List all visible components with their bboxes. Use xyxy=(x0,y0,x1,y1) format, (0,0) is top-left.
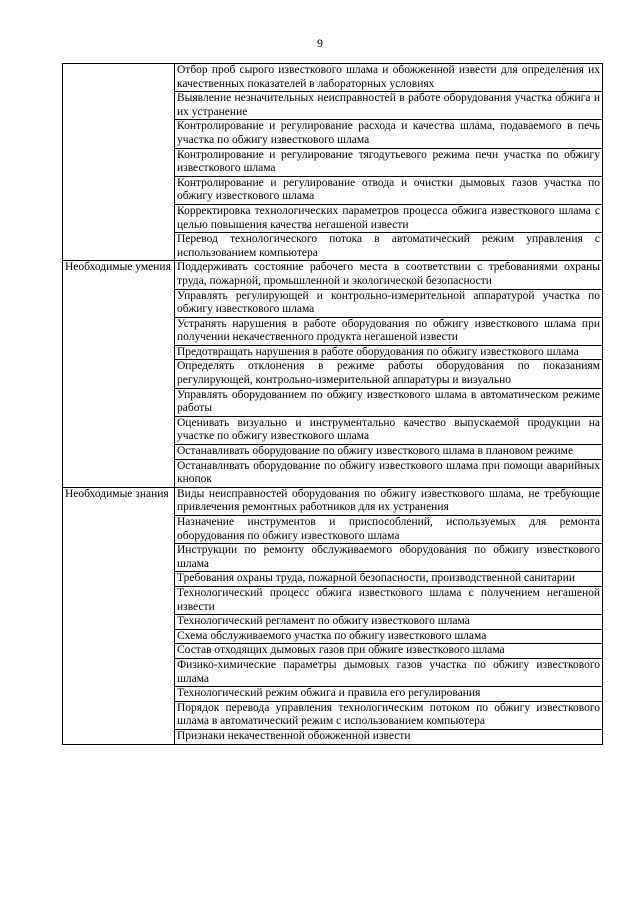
item-cell: Физико-химические параметры дымовых газов участка по обжигу известкового шлама xyxy=(175,658,603,686)
item-cell: Управлять оборудованием по обжигу известкового шлама в автоматическом режиме работы xyxy=(175,388,603,416)
item-cell: Корректировка технологических параметров процесса обжига известкового шлама с целью повышения качества негашеной извести xyxy=(175,204,603,232)
item-cell: Признаки некачественной обожженной извести xyxy=(175,729,603,744)
qualification-table xyxy=(62,63,603,745)
item-cell: Отбор проб сырого известкового шлама и обожженной извести для определения их качественных показателей в лабораторных условиях xyxy=(175,64,603,92)
item-cell: Состав отходящих дымовых газов при обжиге известкового шлама xyxy=(175,644,603,659)
item-cell: Контролирование и регулирование тягодутьевого режима печи участка по обжигу известкового шлама xyxy=(175,148,603,176)
item-cell: Назначение инструментов и приспособлений, используемых для ремонта оборудования по обжигу известкового шлама xyxy=(175,516,603,544)
item-cell: Поддерживать состояние рабочего места в соответствии с требованиями охраны труда, пожарной, промышленной и экологической безопасности xyxy=(175,261,603,289)
item-cell: Требования охраны труда, пожарной безопасности, производственной санитарии xyxy=(175,572,603,587)
item-cell: Выявление незначительных неисправностей в работе оборудования участка обжига и их устранение xyxy=(175,92,603,120)
item-cell: Порядок перевода управления технологическим потоком по обжигу известкового шлама в автоматический режим с использованием компьютера xyxy=(175,701,603,729)
item-cell: Предотвращать нарушения в работе оборудования по обжигу известкового шлама xyxy=(175,345,603,360)
table-body xyxy=(63,64,603,745)
item-cell: Оценивать визуально и инструментально качество выпускаемой продукции на участке по обжигу известкового шлама xyxy=(175,416,603,444)
item-cell: Управлять регулирующей и контрольно-измерительной аппаратурой участка по обжигу известкового шлама xyxy=(175,289,603,317)
item-cell: Останавливать оборудование по обжигу известкового шлама при помощи аварийных кнопок xyxy=(175,459,603,487)
item-cell: Технологический режим обжига и правила его регулирования xyxy=(175,687,603,702)
table-row xyxy=(63,64,603,92)
item-cell: Останавливать оборудование по обжигу известкового шлама в плановом режиме xyxy=(175,445,603,460)
table-row xyxy=(63,261,603,289)
item-cell: Устранять нарушения в работе оборудования по обжигу известкового шлама при получении некачественного продукта негашеной извести xyxy=(175,317,603,345)
table-row xyxy=(63,487,603,515)
item-cell: Определять отклонения в режиме работы оборудования по показаниям регулирующей, контрольно-измерительной аппаратуры и визуально xyxy=(175,360,603,388)
item-cell: Контролирование и регулирование расхода и качества шлама, подаваемого в печь участка по обжигу известкового шлама xyxy=(175,120,603,148)
item-cell: Технологический регламент по обжигу известкового шлама xyxy=(175,615,603,630)
item-cell: Контролирование и регулирование отвода и очистки дымовых газов участка по обжигу известкового шлама xyxy=(175,176,603,204)
page-number: 9 xyxy=(317,36,323,50)
category-cell xyxy=(63,64,175,261)
category-cell: Необходимые знания xyxy=(63,487,175,744)
item-cell: Схема обслуживаемого участка по обжигу известкового шлама xyxy=(175,629,603,644)
item-cell: Инструкции по ремонту обслуживаемого оборудования по обжигу известкового шлама xyxy=(175,544,603,572)
item-cell: Перевод технологического потока в автоматический режим управления с использованием компьютера xyxy=(175,233,603,261)
item-cell: Технологический процесс обжига известкового шлама с получением негашеной извести xyxy=(175,586,603,614)
category-cell: Необходимые умения xyxy=(63,261,175,488)
item-cell: Виды неисправностей оборудования по обжигу известкового шлама, не требующие привлечения ремонтных работников для их устранения xyxy=(175,487,603,515)
